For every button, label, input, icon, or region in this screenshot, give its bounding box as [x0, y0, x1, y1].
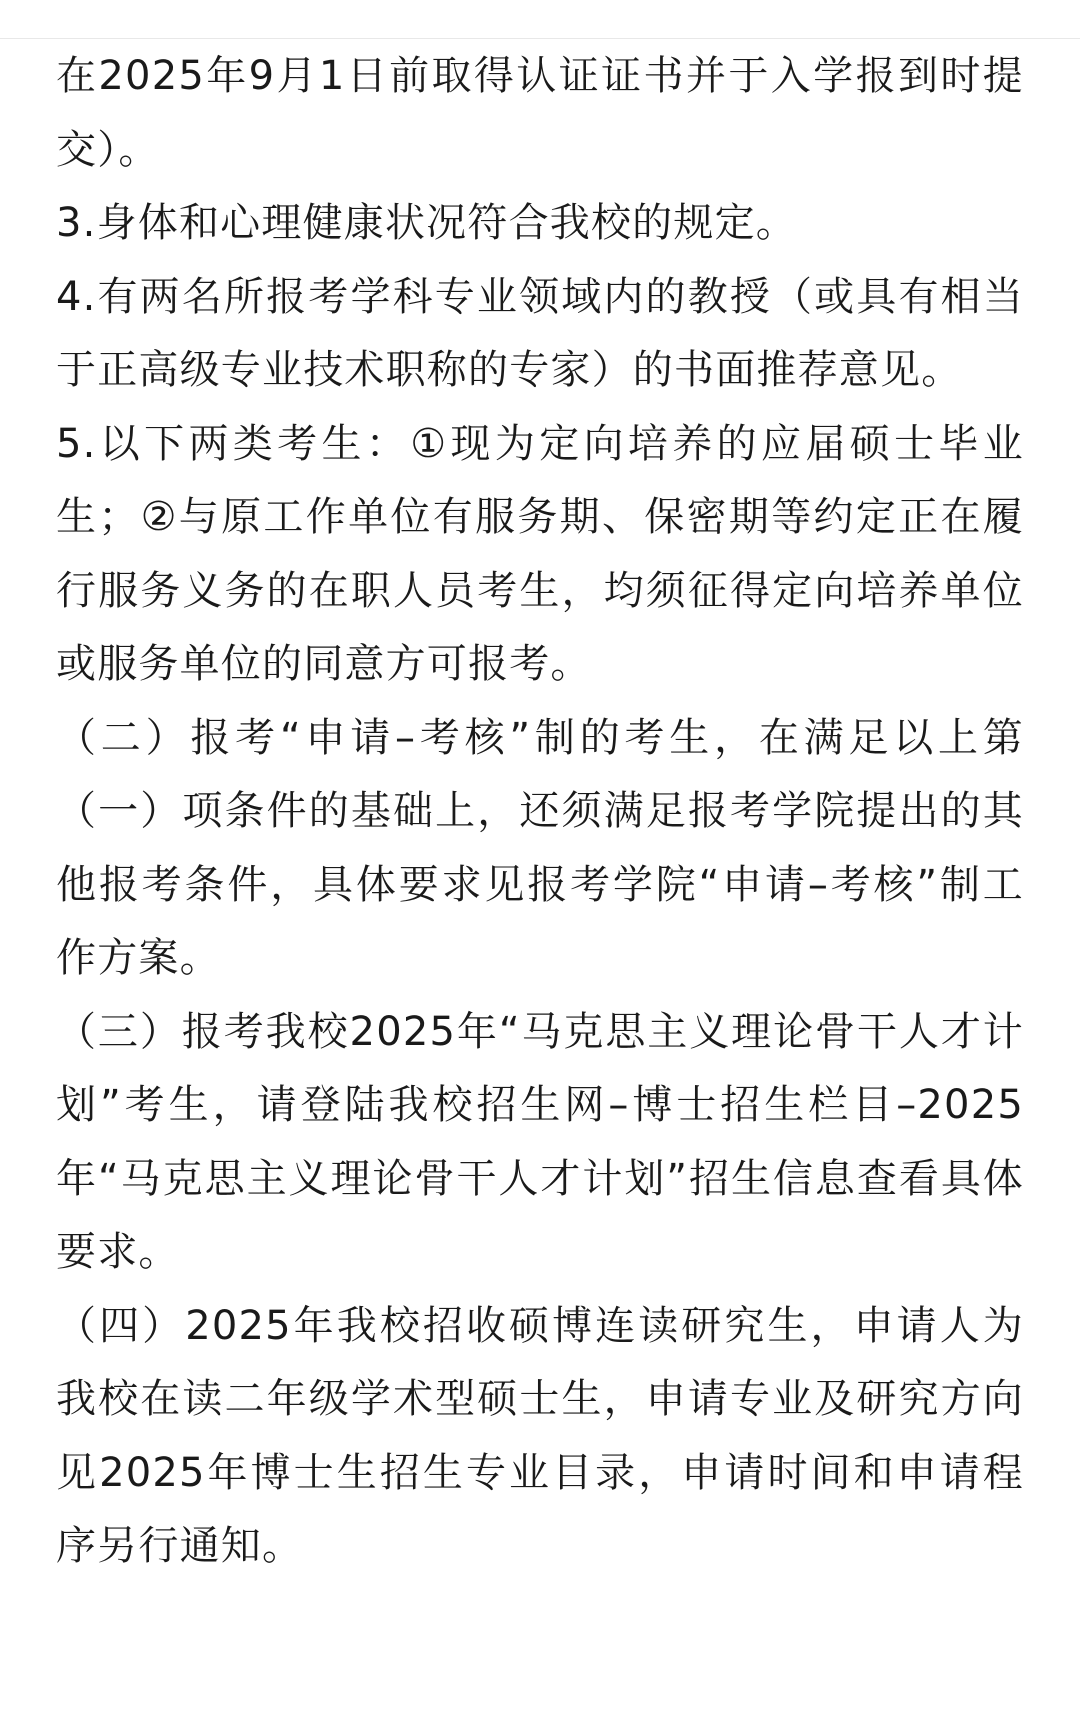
paragraph-application-assessment: （二）报考“申请–考核”制的考生，在满足以上第（一）项条件的基础上，还须满足报考学院提出的其他报考条件，具体要求见报考学院“申请–考核”制工作方案。	[56, 714, 1024, 981]
top-divider	[0, 38, 1080, 39]
article-body	[56, 40, 1024, 1584]
paragraph-health-requirement: 3.身体和心理健康状况符合我校的规定。	[56, 200, 797, 246]
paragraph-marxism-talent-plan: （三）报考我校2025年“马克思主义理论骨干人才计划”考生，请登陆我校招生网–博士招生栏目–2025年“马克思主义理论骨干人才计划”招生信息查看具体要求。	[56, 1008, 1024, 1275]
paragraph-master-doctor-program: （四）2025年我校招收硕博连读研究生，申请人为我校在读二年级学术型硕士生，申请专业及研究方向见2025年博士生招生专业目录，申请时间和申请程序另行通知。	[56, 1302, 1024, 1569]
paragraph-certificate-deadline: 在2025年9月1日前取得认证证书并于入学报到时提交）。	[56, 53, 1024, 173]
paragraph-recommendation-letters: 4.有两名所报考学科专业领域内的教授（或具有相当于正高级专业技术职称的专家）的书面推荐意见。	[56, 273, 1024, 393]
paragraph-employer-consent: 5.以下两类考生：①现为定向培养的应届硕士毕业生；②与原工作单位有服务期、保密期等约定正在履行服务义务的在职人员考生，均须征得定向培养单位或服务单位的同意方可报考。	[56, 420, 1024, 687]
